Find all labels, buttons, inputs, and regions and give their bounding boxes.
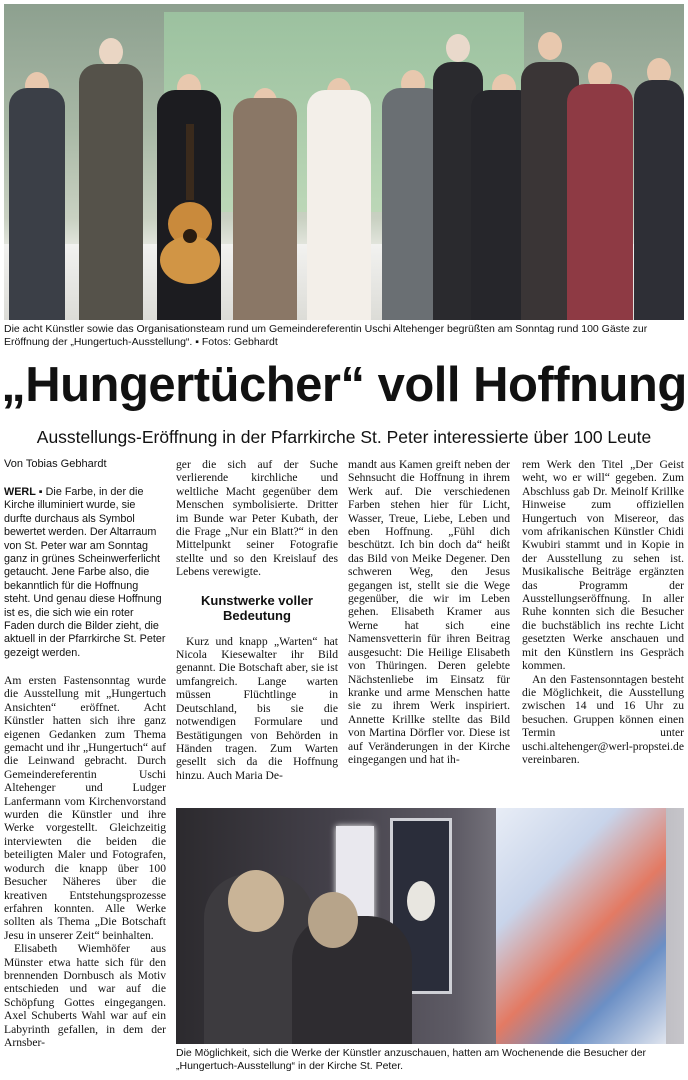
paragraph: Elisabeth Wiemhöfer aus Münster etwa hatte sich für den brennenden Dornbusch als Motiv entschieden und war auf die Schöpfung Gottes eingegangen. Axel Schuberts Wahl war auf ein Labyrinth gefallen, in dem der Arnsber- <box>4 942 166 1049</box>
paragraph: rem Werk den Titel „Der Geist weht, wo er will“ gegeben. Zum Abschluss gab Dr. Meinolf Krillke Hinweise zum offiziellen Hungertuch von Misereor, das vom afrikanischen Künstler Chidi Kwubiri stammt und in Kopie in der Ausstellung zu sehen ist. Musikalische Beiträge ergänzten das Programm der Ausstellungseröffnung. In aller Ruhe konnten sich die Besucher die buchstäblich ins rechte Licht gesetzten Werke anschauen und mit den Künstlern ins Gespräch kommen. <box>522 458 684 673</box>
person <box>304 52 374 320</box>
article-intro <box>4 486 166 660</box>
group-photo <box>4 4 684 320</box>
headline: „Hungertücher“ voll Hoffnung <box>1 358 687 412</box>
person <box>632 42 684 320</box>
visitor-head <box>308 892 358 948</box>
article-column-1 <box>4 674 166 1049</box>
photo-caption-bottom: Die Möglichkeit, sich die Werke der Künstler anzuschauen, hatten am Wochenende die Besucher der „Hungertuch-Ausstellung“ in der Kirche St. Peter. <box>176 1047 647 1072</box>
paragraph: An den Fastensonntagen besteht die Möglichkeit, die Ausstellung zwischen 14 und 16 Uhr zu besuchen. Gruppen können einen Termin unter uschi.altehenger@werl-propstei.de vereinbaren. <box>522 672 684 766</box>
subheading: Kunstwerke voller Bedeutung <box>201 592 313 623</box>
person <box>76 30 146 320</box>
subheadline: Ausstellungs-Eröffnung in der Pfarrkirche St. Peter interessierte über 100 Leute <box>36 427 652 447</box>
exhibition-photo <box>176 808 684 1044</box>
paragraph: mandt aus Kamen greift neben der Sehnsucht die Hoffnung in ihrem Werk auf. Die verschiedenen Farben stehen hier für Licht, Wasser, Treue, Liebe, Leben und eben Hoffnung. „Fühl dich beschützt. Ich bin doch da“ heißt das Bild von Meike Degener. Den schweren Weg, den Jesus gegangen ist, stellt sie die Wege gegenüber, die wir im Leben gehen. Elisabeth Kramer aus Werne hat sich eine Namensvetterin für ihren Beitrag ausgesucht: Die Heilige Elisabeth von Thüringen. Deren gelebte Nächstenliebe im Einsatz für kranke und arme Menschen hatte sie zu ihrem Werk inspiriert. Annette Krillke stellte das Bild von Martina Dörfler vor. Diese ist auf Veränderungen in der Kirche eingegangen und hat ih- <box>348 458 510 766</box>
article-column-2 <box>176 458 338 782</box>
person <box>6 50 68 320</box>
article-column-3 <box>348 458 510 766</box>
intro-text: Die Farbe, in der die Kirche illuminiert wurde, sie durfte durchaus als Symbol bewertet werden. Der Altarraum von St. Peter war am Sonntag ganz in grünes Scheinwerferlicht getaucht. Jene Farbe also, die bekanntlich für die Hoffnung steht. Und genau diese Hoffnung ist es, die sich wie ein roter Faden durch die Bilder zieht, die aktuell in der Pfarrkirche St. Peter gezeigt werden. <box>4 486 166 659</box>
dateline: WERL <box>4 486 36 498</box>
person <box>564 44 636 320</box>
bullet-icon: ▪ <box>38 486 46 498</box>
person <box>230 58 300 320</box>
article-column-4 <box>522 458 684 766</box>
visitor-head <box>228 870 284 932</box>
people-group <box>4 4 684 320</box>
paragraph: Kurz und knapp „Warten“ hat Nicola Kiesewalter ihr Bild genannt. Die Botschaft aber, sie ist umfangreich. Lange warten müssen Flüchtlinge in Deutschland, bis sie die notwendigen Formulare und Bestätigungen von Behörden in Händen tragen. Zum Warten gesellt sich da die Hoffnung hinzu. Auch Maria De- <box>176 634 338 782</box>
artwork <box>496 808 666 1044</box>
paragraph: Am ersten Fastensonntag wurde die Ausstellung mit „Hungertuch Ansichten“ eröffnet. Acht Künstler hatten sich ihre ganz eigenen Gedanken zum Thema gemacht und ihr „Hungertuch“ auf die Leinwand gebracht. Durch Gemeindereferentin Uschi Altehenger und Ludger Lanfermann vom Kirchenvorstand wurden die Künstler und ihre Werke vorgestellt. Gleichzeitig interviewten die beiden die beteiligten Maler und Fotografen, wodurch die knapp über 100 Besucher Näheres über die kreativen Entstehungsprozesse erfahren konnten. Alle Werke sollten als Thema „Die Botschaft Jesu in unserer Zeit“ beinhalten. <box>4 674 166 942</box>
byline: Von Tobias Gebhardt <box>4 458 107 470</box>
photo-caption-top: Die acht Künstler sowie das Organisationsteam rund um Gemeindereferentin Uschi Altehenger begrüßten am Sonntag rund 100 Gäste zur Eröffnung der „Hungertuch-Ausstellung“. ▪ Fotos: Gebhardt <box>4 323 648 348</box>
guitar-icon <box>157 124 223 284</box>
paragraph: ger die sich auf der Suche verlierende kirchliche und weltliche Macht gegenüber dem Menschen symbolisierte. Dritter im Bunde war Peter Kubath, der die Frage „Nur ein Blatt?“ in den Mittelpunkt seiner Fotografie stellte und so den Kreislauf des Lebens verewigte. <box>176 458 338 579</box>
